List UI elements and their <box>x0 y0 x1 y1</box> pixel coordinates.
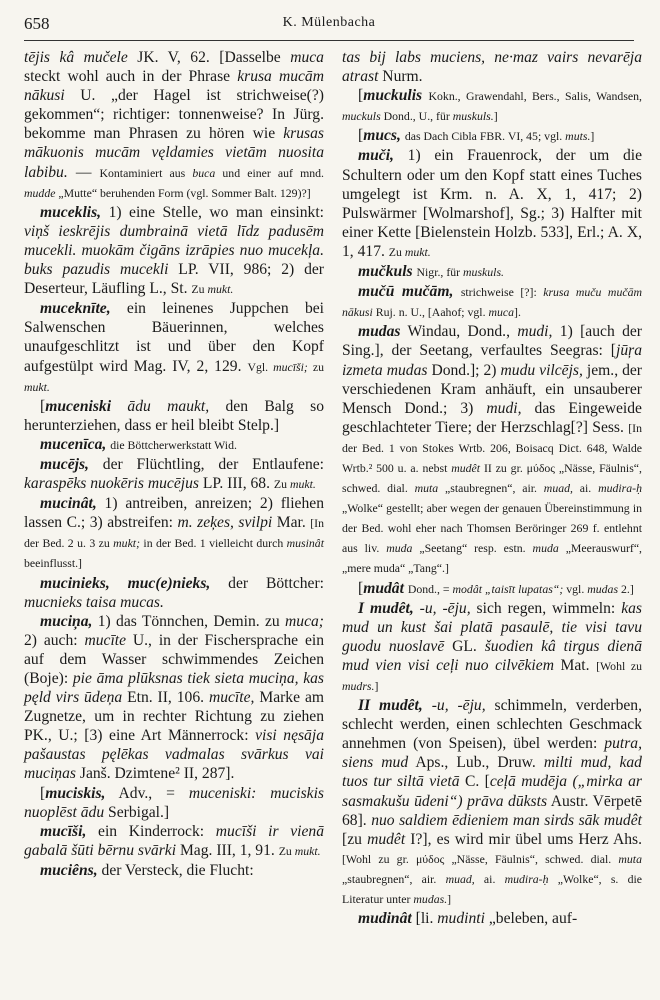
dictionary-entry: [muciskis, Adv., = muceniski: muciskis nuoplēst ādu Serbigal.] <box>24 784 324 821</box>
dictionary-entry: mucīši, ein Kinderrock: mucīši ir vienā gabalā šūti bērnu svārki Mag. III, 1, 91. Zu mukt. <box>24 822 324 859</box>
dictionary-entry: mucenīca, die Böttcherwerkstatt Wid. <box>40 435 237 453</box>
dictionary-entry: tas bij labs muciens, ne·maz vairs nevarēja atrast Nurm. <box>342 49 642 86</box>
dictionary-entry: mučkuls Nigr., für muskuls. <box>358 263 504 281</box>
dictionary-entry: muciêns, der Versteck, die Flucht: <box>40 861 254 879</box>
dictionary-entry: muciņa, 1) das Tönnchen, Demin. zu muca; 2) auch: mucīte U., in der Fischersprache ein auf dem Wasser schwimmendes Zeichen (Boje): pie āma plūksnas tiek sieta muciņa, kas pęld virs ūdeņa Etn. II, 106. mucīte, Marke am Zugnetze, um in rechter Richtung zu ziehen PK., U.; [3) eine Art Männerrock: visi nęsāja pašaustas pęlēkas vadmalas svārkus vai muciņas Janš. Dzimtene² II, 287]. <box>24 612 324 783</box>
dictionary-entry: II mudêt, -u, -ēju, schimmeln, verderben, schlecht werden, einen schlechten Geschmack annehmen (von Speisen), übel werden: putra, siens mud Aps., Lub., Druw. milti mud, kad tuos tur siltā vietā C. [ceļā mudēja („mirka ar sasmakušu ūdeni“) prāva dūksts Austr. Vērpetē 68]. nuo saldiem ēdieniem man sirds sāk mudêt [zu mudêt I?], es wird mir übel ums Herz Ahs. [Wohl zu gr. μύδος „Nässe, Fäulnis“, schwed. dial. muta „staubregnen“, air. muad, ai. mudira-ḥ „Wolke“, s. die Literatur unter mudas.] <box>342 697 642 907</box>
dictionary-entry: mucējs, der Flüchtling, der Entlaufene: karaspēks nuokēris mucējus LP. III, 68. Zu mukt. <box>24 455 324 493</box>
dictionary-entry: I mudêt, -u, -ēju, sich regen, wimmeln: kas mud un kust šai platā pasaulē, tie visi tavu guodu nuoslavē GL. šuodien kâ tirgus dienā mud vien visi ceļi nuo cilvēkiem Mat. [Wohl zu mudrs.] <box>342 599 642 693</box>
running-head: K. Mülenbacha <box>282 15 376 30</box>
dictionary-entry: mucinât, 1) antreiben, anreizen; 2) fliehen lassen C.; 3) abstreifen: m. zeķes, svilpi Mar. [In der Bed. 2 u. 3 zu mukt; in der Bed. 1 vielleicht durch musinât beeinflusst.] <box>24 495 324 571</box>
dictionary-entry: muceklis, 1) eine Stelle, wo man einsinkt: viņš ieskrējis dumbrainā vietā līdz padusēm mucekli. muokām čigāns izrāpies nuo mucekļa. buks pazudis mucekli LP. VII, 986; 2) der Deserteur, Läufling L., St. Zu mukt. <box>24 203 324 298</box>
left-column <box>24 48 324 880</box>
dictionary-entry: [mucs, das Dach Cibla FBR. VI, 45; vgl. muts.] <box>358 127 595 145</box>
dictionary-entry: [mudât Dond., = modât „taisīt lupatas“; vgl. mudas 2.] <box>358 579 634 597</box>
dictionary-entry: mudinât [li. mudinti „beleben, auf- <box>358 910 578 928</box>
dictionary-entry: [muckulis Kokn., Grawendahl, Bers., Salis, Wandsen, muckuls Dond., U., für muskuls.] <box>342 87 642 124</box>
page-header <box>24 10 634 41</box>
dictionary-entry: [muceniski ādu maukt, den Balg so herunterziehen, dass er heil bleibt Stelp.] <box>24 397 325 434</box>
dictionary-entry: mudas Windau, Dond., mudi, 1) [auch der Sing.], der Seetang, verfaultes Seegras: [jūŗa izmeta mudas Dond.]; 2) mudu vilcējs, jem., der verschiedenen Kram anhäuft, ein unsauberer Mensch Dond.; 3) mudi, das Eingeweide geschlachteter Tiere; der Herzschlag[?] Sess. [In der Bed. 1 von Stokes Wrtb. 206, Boisacq Dict. 648, Walde Wrtb.² 500 u. a. nebst mudêt II zu gr. μύδος „Nässe, Fäulnis“, schwed. dial. muta „staubregnen“, air. muad, ai. mudira-ḥ „Wolke“ gestellt; aber wegen der genauen Übereinstimmung in der Bed. wohl eher nach Thomsen Beröringer 269 f. entlehnt aus liv. muda „Seetang“ resp. estn. muda „Meerauswurf“, „mere muda“ „Tang“.] <box>342 323 643 576</box>
dictionary-entry: mučū mučām, strichweise [?]: krusa muču mučām nākusi Ruj. n. U., [Aahof; vgl. muca]. <box>342 283 642 320</box>
dictionary-entry: muceknīte, ein leinenes Juppchen bei Salwenschen Bäuerinnen, welches unaufgeschlitzt ist und über den Kopf aufgestülpt wird Mag. IV, 2, 129. Vgl. mucīši; zu mukt. <box>24 300 324 394</box>
dictionary-entry: tējis kâ mučele JK. V, 62. [Dasselbe muca steckt wohl auch in der Phrase krusa mucām nākusi U. „der Hagel ist strichweise(?) gekommen“; richtiger: tonnenweise? In Jürg. bekomme man Phrasen zu hören wie krusas mākuonis mucām vęldamies vietām nuosita labibu. — Kontaminiert aus buca und einer auf mnd. mudde „Mutte“ beruhenden Form (vgl. Sommer Balt. 129)?] <box>24 49 324 200</box>
right-column <box>342 48 642 928</box>
dictionary-entry: muči, 1) ein Frauenrock, der um die Schultern oder um den Kopf statt eines Tuches umgelegt ist Krm. n. A. X, 1, 417; 2) Pulswärmer [Wolmarshof], Sg.; 3) Halfter mit einer Kette [Bielenstein Holzb. 533], Erl.; A. X, 1, 417. Zu mukt. <box>342 147 642 260</box>
page-number: 658 <box>24 14 50 33</box>
dictionary-entry: mucinieks, muc(e)nieks, der Böttcher: mucnieks taisa mucas. <box>24 574 324 611</box>
